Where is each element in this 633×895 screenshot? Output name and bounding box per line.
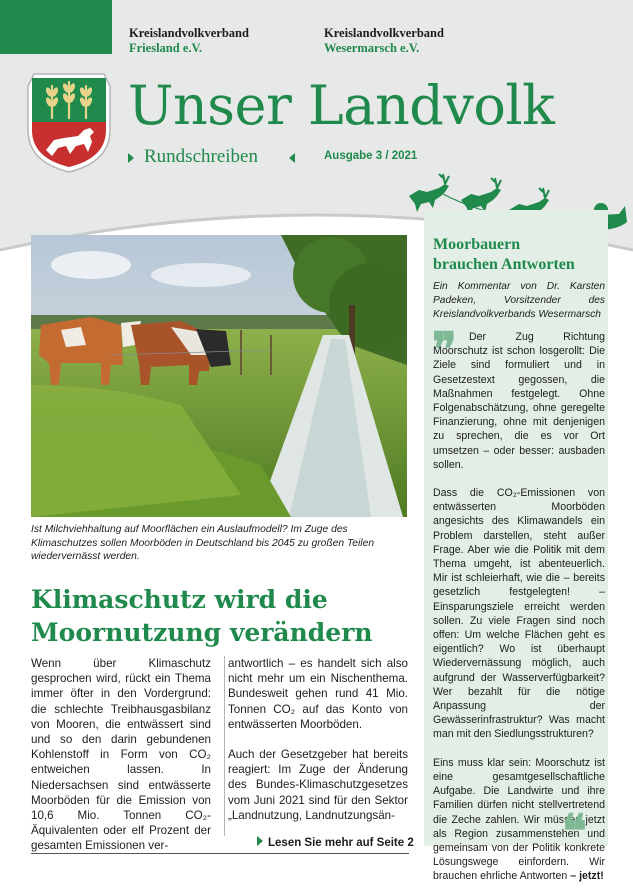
issue-number: Ausgabe 3 / 2021 (324, 150, 418, 162)
commentary-title-line-2: brauchen Antworten (433, 255, 575, 273)
org-friesland (129, 26, 249, 56)
commentary-emphasis: – jetzt! (570, 870, 604, 883)
masthead-title: Unser Landvolk (128, 74, 555, 137)
subtitle-line (128, 146, 428, 172)
triangle-right-icon (257, 836, 263, 846)
article-paragraph: antwortlich – es handelt sich also nicht mehr um ein Nischenthema. Bundesweit gehen rund 41 Mio. Tonnen CO₂ auf das Konto von entwässerten Moorböden. (228, 657, 408, 731)
article-paragraph: Auch der Gesetzgeber hat bereits reagiert: Im Zuge der Änderung des Bundes-Klimaschutzgesetzes vom Juni 2021 sind für den Sektor „Landnutzung, Landnutzungsän- (228, 748, 408, 822)
org-wesermarsch-suffix: Wesermarsch e.V. (324, 41, 420, 55)
column-divider (224, 656, 225, 836)
article-column-1 (31, 656, 211, 869)
commentary-paragraph: Dass die CO₂-Emissionen von entwässerten Moorböden angesichts des Klimawandels ein Problem darstellen, steht außer Frage. Aber wie die Politik mit dem Thema umgeht, ist abenteuerlich. Mir ist schleierhaft, wie die – bereits gesetzlich festgelegten! – Einsparungsziele erreicht werden sollen. Zu viele Fragen sind noch offen: Um welche Flächen geht es eigentlich? Wo ist überhaupt Wiedervernässung möglich, auch aufgrund der Wasserverfügbarkeit? Wer bezahlt für die nötige Anpassung der Gewässerinfrastruktur? Was macht man mit den Siedlungsstrukturen? (433, 487, 605, 741)
quote-close-icon: ❝ (562, 804, 587, 858)
triangle-right-icon (128, 153, 134, 163)
commentary-title (433, 235, 608, 274)
triangle-left-icon (289, 153, 295, 163)
continue-link[interactable] (257, 836, 414, 849)
headline-line-2: Moornutzung verändern (31, 618, 373, 647)
org-wesermarsch-name: Kreislandvolkverband (324, 26, 444, 40)
continue-label: Lesen Sie mehr auf Seite 2 (268, 837, 414, 849)
commentary-paragraph-text: Eins muss klar sein: Moorschutz ist eine gesamtgesellschaftliche Aufgabe. Die Landwirte und ihre Familien dürfen nicht stellvertretend die Zeche zahlen. Wir müssen jetzt als Region zusammenstehen und gemeinsam von der Politik konkrete Lösungswege einfordern. Wir brauchen ehrliche Antworten (433, 756, 605, 883)
bottom-rule (31, 853, 409, 854)
subtitle: Rundschreiben (144, 146, 258, 167)
article-paragraph: Wenn über Klimaschutz gesprochen wird, rückt ein Thema immer öfter in den Vordergrund: die schlechte Treibhausgasbilanz von Mooren, die entwässert sind und so den darin gebundenen Kohlenstoff in Form von CO₂ entweichen lassen. In Niedersachsen sind entwässerte Moorböden für die Emission von 10,6 Mio. Tonnen CO₂-Äquivalenten oder elf Prozent der gesamten Emissionen ver- (31, 657, 211, 853)
org-friesland-name: Kreislandvolkverband (129, 26, 249, 40)
article-headline (31, 583, 411, 649)
article-column-2 (228, 656, 408, 838)
crest-logo-icon (24, 70, 114, 174)
quote-open-icon: ❞ (432, 322, 457, 376)
brand-tab (0, 0, 112, 54)
headline-line-1: Klimaschutz wird die (31, 585, 328, 614)
org-wesermarsch (324, 26, 444, 56)
cows-moor-photo (31, 235, 407, 517)
commentary-intro: Ein Kommentar von Dr. Karsten Padeken, Vorsitzender des Kreislandvolkverbands Wesermarsch (433, 281, 605, 320)
photo-caption: Ist Milchviehhaltung auf Moorflächen ein Auslaufmodell? Im Zuge des Klimaschutzes sollen Moorböden in Deutschland bis 2045 zu großen Teilen wiedervernässt werden. (31, 524, 375, 562)
commentary-title-line-1: Moorbauern (433, 236, 521, 253)
commentary-paragraph: Der Zug Richtung Moorschutz ist schon losgerollt: Die Ziele sind formuliert und in Gesetzestext gegossen, die Maßnahmen festgelegt. Ohne Folgenabschätzung, ohne geregelte Finanzierung, ohne mit denjenigen zu sprechen, die es vor Ort umsetzen – oder besser: ausbaden sollen. (433, 331, 605, 471)
org-friesland-suffix: Friesland e.V. (129, 41, 203, 55)
